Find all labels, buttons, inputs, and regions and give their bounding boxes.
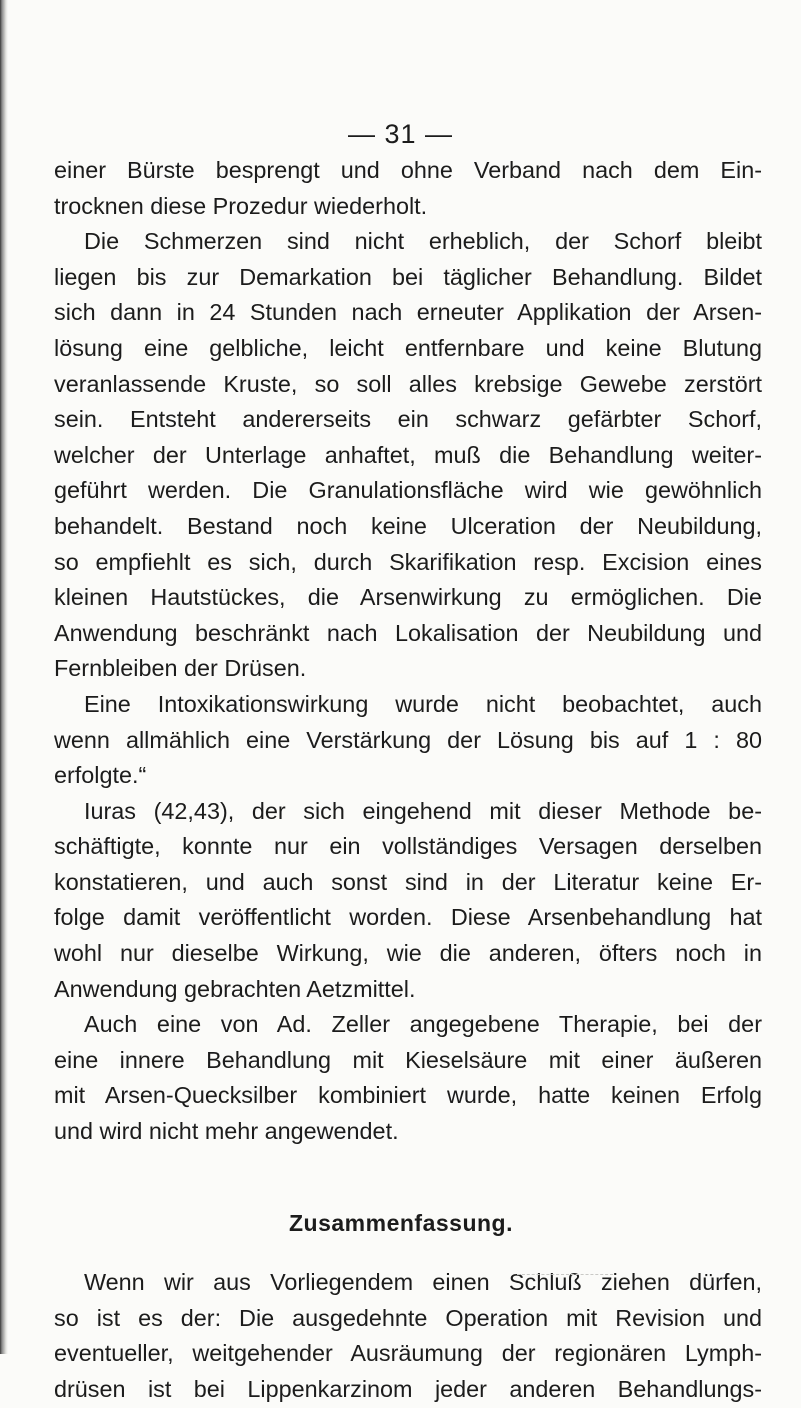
text-line: so empfiehlt es sich, durch Skarifikation resp. Excision eines — [54, 548, 762, 575]
text-line: konstatieren, und auch sonst sind in der Literatur keine Er- — [54, 868, 762, 895]
paragraph-iuras — [54, 794, 762, 1008]
text-line: sein. Entsteht andererseits ein schwarz gefärbter Schorf, — [54, 406, 762, 433]
text-line: so ist es der: Die ausgedehnte Operation mit Revision und — [54, 1304, 762, 1331]
text-line: eine innere Behandlung mit Kieselsäure mit einer äußeren — [54, 1046, 762, 1073]
text-line: und wird nicht mehr angewendet. — [54, 1118, 399, 1145]
text-line: Iuras (42,43), der sich eingehend mit dieser Methode be- — [84, 797, 762, 824]
text-line: Fernbleiben der Drüsen. — [54, 655, 307, 682]
print-mark — [517, 1274, 613, 1275]
paragraph-summary — [54, 1265, 762, 1407]
text-line: mit Arsen-Quecksilber kombiniert wurde, hatte keinen Erfolg — [54, 1082, 762, 1109]
text-line: Anwendung beschränkt nach Lokalisation der Neubildung und — [54, 619, 762, 646]
text-line: veranlassende Kruste, so soll alles krebsige Gewebe zerstört — [54, 370, 762, 397]
text-line: Die Schmerzen sind nicht erheblich, der Schorf bleibt — [84, 228, 762, 255]
text-line: schäftigte, konnte nur ein vollständiges Versagen derselben — [54, 833, 762, 860]
text-line: wohl nur dieselbe Wirkung, wie die anderen, öfters noch in — [54, 940, 762, 967]
text-line: Auch eine von Ad. Zeller angegebene Therapie, bei der — [84, 1011, 762, 1038]
text-line: erfolgte.“ — [54, 762, 147, 789]
text-line: Wenn wir aus Vorliegendem einen Schluß ziehen dürfen, — [84, 1269, 762, 1296]
page-number: — 31 — — [347, 119, 454, 149]
section-heading: Zusammenfassung. — [289, 1209, 513, 1236]
paragraph-continuation — [54, 153, 762, 224]
text-line: geführt werden. Die Granulationsfläche wird wie gewöhnlich — [54, 477, 762, 504]
text-line: welcher der Unterlage anhaftet, muß die Behandlung weiter- — [54, 441, 762, 468]
paragraph-schmerzen — [54, 224, 762, 687]
text-line: lösung eine gelbliche, leicht entfernbare und keine Blutung — [54, 334, 762, 361]
text-line: eventueller, weitgehender Ausräumung der regionären Lymph- — [54, 1340, 762, 1367]
text-line: drüsen ist bei Lippenkarzinom jeder anderen Behandlungs- — [54, 1376, 762, 1402]
text-line: behandelt. Bestand noch keine Ulceration der Neubildung, — [54, 512, 762, 539]
text-line: liegen bis zur Demarkation bei täglicher Behandlung. Bildet — [54, 263, 762, 290]
text-line: trocknen diese Prozedur wiederholt. — [54, 192, 428, 219]
text-line: Eine Intoxikationswirkung wurde nicht beobachtet, auch — [84, 690, 762, 717]
text-line: sich dann in 24 Stunden nach erneuter Applikation der Arsen- — [54, 299, 762, 326]
page-edge-shadow — [0, 0, 8, 1354]
paragraph-zeller — [54, 1007, 762, 1149]
text-line: Anwendung gebrachten Aetzmittel. — [54, 975, 416, 1002]
paragraph-intoxikation — [54, 687, 762, 794]
text-line: kleinen Hautstückes, die Arsenwirkung zu ermöglichen. Die — [54, 584, 762, 611]
text-line: wenn allmählich eine Verstärkung der Lösung bis auf 1 : 80 — [54, 726, 762, 753]
text-line: folge damit veröffentlicht worden. Diese Arsenbehandlung hat — [54, 904, 762, 931]
text-line: einer Bürste besprengt und ohne Verband nach dem Ein- — [54, 157, 762, 183]
body-text — [54, 153, 762, 1408]
